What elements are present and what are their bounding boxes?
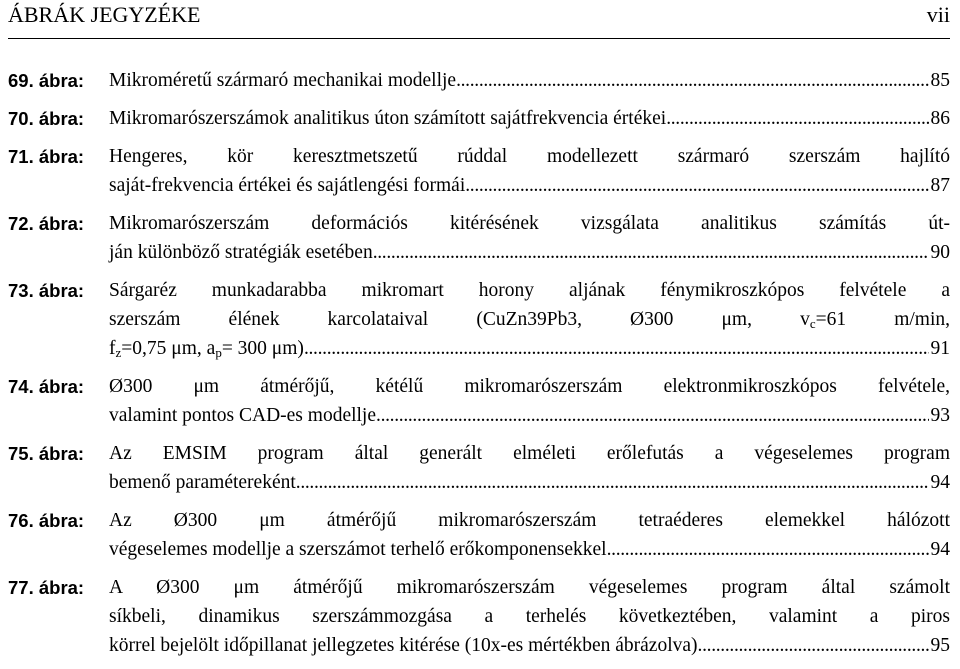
figure-label: 69. ábra: (8, 70, 85, 91)
figure-label: 75. ábra: (8, 443, 85, 464)
figure-label: 71. ábra: (8, 146, 85, 167)
figure-caption-line: A Ø300 μm átmérőjű mikromarószerszám végeselemes program által számolt (109, 577, 950, 598)
leader-dots (376, 401, 928, 430)
figure-label: 72. ábra: (8, 213, 85, 234)
figure-caption-line: valamint pontos CAD-es modellje (109, 405, 377, 426)
figure-caption-line: Mikromarószerszám deformációs kitérésének vizsgálata analitikus számítás út- (109, 213, 950, 234)
figure-caption: Mikroméretű szármaró mechanikai modellje (109, 70, 457, 91)
figure-entry-69[interactable] (8, 66, 950, 95)
leader-dots (296, 468, 929, 497)
figure-page: 94 (930, 539, 950, 560)
figure-page: 90 (930, 242, 950, 263)
leader-dots (666, 104, 928, 133)
leader-dots (698, 631, 929, 660)
figure-page: 87 (930, 175, 950, 196)
figure-caption-line: síkbeli, dinamikus szerszámmozgása a terhelés következtében, valamint a piros (109, 606, 950, 627)
figure-caption-line: Az Ø300 μm átmérőjű mikromarószerszám tetraéderes elemekkel hálózott (109, 510, 950, 531)
figure-entry-77[interactable] (8, 573, 950, 660)
figure-label: 70. ábra: (8, 108, 85, 129)
section-title: ÁBRÁK JEGYZÉKE (8, 2, 201, 27)
figure-label: 77. ábra: (8, 577, 85, 598)
figure-page: 85 (930, 70, 950, 91)
leader-dots (373, 238, 929, 267)
figure-entry-73[interactable] (8, 276, 950, 363)
figure-caption-line: Az EMSIM program által generált elméleti erőlefutás a végeselemes program (109, 443, 950, 464)
figure-label: 74. ábra: (8, 376, 85, 397)
leader-dots (465, 171, 928, 200)
figure-entry-75[interactable] (8, 439, 950, 497)
figure-page: 95 (930, 635, 950, 656)
figure-caption-line: Ø300 μm átmérőjű, kétélű mikromarószerszám elektronmikroszkópos felvétele, (109, 376, 950, 397)
figure-page: 93 (930, 405, 950, 426)
figure-page: 94 (930, 472, 950, 493)
figure-caption-line: $f_z=0,75$ μm, $a_p= 300$ μm) (109, 338, 304, 360)
leader-dots (607, 535, 929, 564)
figure-entry-72[interactable] (8, 209, 950, 267)
figure-entry-76[interactable] (8, 506, 950, 564)
figure-entry-74[interactable] (8, 372, 950, 430)
figure-page: 91 (930, 338, 950, 359)
figure-list (8, 66, 950, 660)
figure-caption: Mikromarószerszámok analitikus úton számított sajátfrekvencia értékei (109, 108, 667, 129)
figure-caption-line: szerszám élének karcolataival (CuZn39Pb3, Ø300 μm, $v_c=61$ m/min, (109, 309, 950, 331)
figure-entry-70[interactable] (8, 104, 950, 133)
leader-dots (456, 66, 928, 95)
leader-dots (304, 334, 929, 363)
figure-caption-line: végeselemes modellje a szerszámot terhelő erőkomponensekkel (109, 539, 607, 560)
figure-caption-line: saját-frekvencia értékei és sajátlengési formái (109, 175, 466, 196)
figure-caption-line: bemenő paramétereként (109, 472, 296, 493)
figure-page: 86 (930, 108, 950, 129)
figure-caption-line: körrel bejelölt időpillanat jellegzetes kitérése (10x-es mértékben ábrázolva) (109, 635, 698, 656)
figure-caption-line: Sárgaréz munkadarabba mikromart horony aljának fénymikroszkópos felvétele a (109, 280, 950, 301)
figure-caption-line: Hengeres, kör keresztmetszetű rúddal modellezett szármaró szerszám hajlító (109, 146, 950, 167)
figure-label: 76. ábra: (8, 510, 85, 531)
page-header (8, 0, 950, 39)
figure-entry-71[interactable] (8, 142, 950, 200)
page-number-roman: vii (926, 2, 950, 27)
figure-label: 73. ábra: (8, 280, 85, 301)
figure-caption-line: ján különböző stratégiák esetében (109, 242, 373, 263)
